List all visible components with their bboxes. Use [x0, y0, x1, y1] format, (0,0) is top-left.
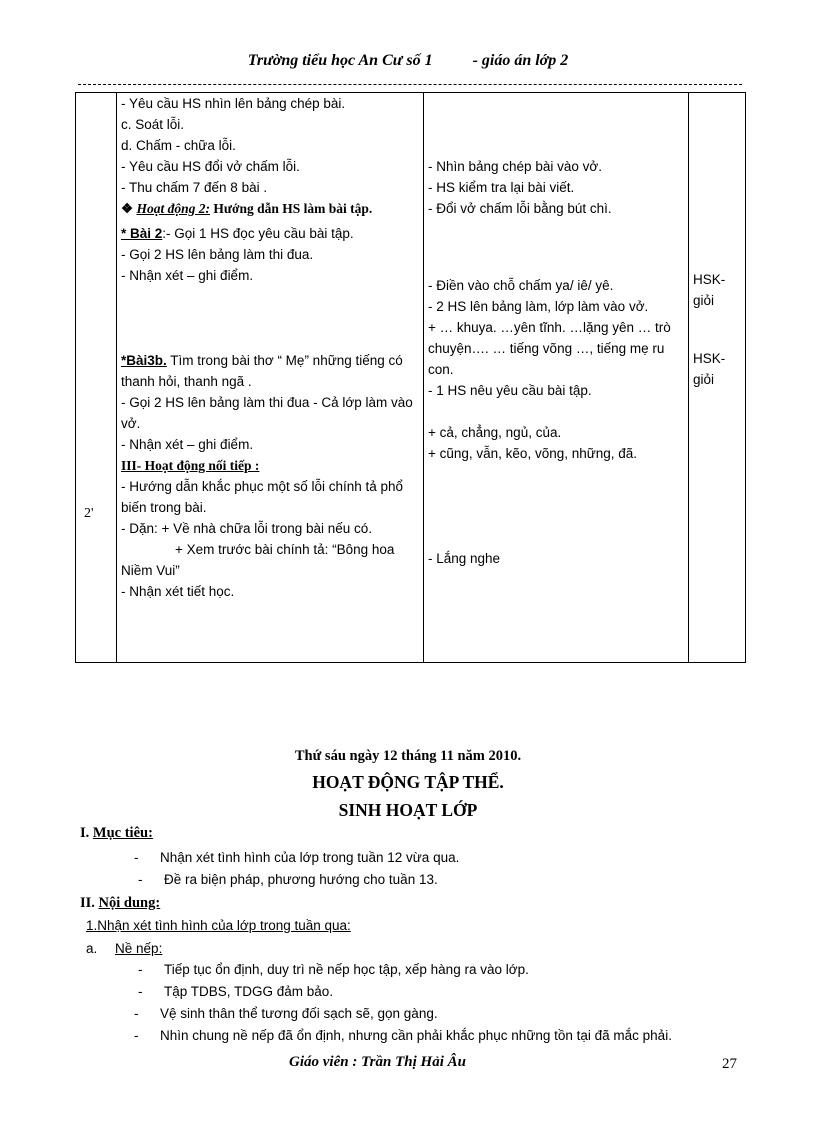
note-hsk-gioi: HSK-giỏi — [693, 351, 726, 387]
time-cell — [76, 93, 117, 663]
student-line: - Lắng nghe — [428, 551, 501, 566]
student-line: - Điền vào chỗ chấm ya/ iê/ yê. — [428, 278, 614, 293]
section-ii-label: II. — [80, 895, 95, 911]
routine-item: - Tiếp tục ổn định, duy trì nề nếp học tập, xếp hàng ra vào lớp. — [138, 962, 529, 977]
section-3-heading: III- Hoạt động nối tiếp : — [121, 458, 260, 473]
student-line: - 2 HS lên bảng làm, lớp làm vào vở. — [428, 299, 649, 314]
note-column — [689, 93, 746, 663]
exercise-3b-label: *Bài3b. — [121, 353, 167, 368]
objective-item: - Nhận xét tình hình của lớp trong tuần 12 vừa qua. — [134, 850, 460, 865]
teacher-line: - Yêu cầu HS nhìn lên bảng chép bài. — [121, 96, 346, 111]
student-line: - Nhìn bảng chép bài vào vở. — [428, 159, 602, 174]
note-hsk-gioi: HSK-giỏi — [693, 272, 726, 308]
date-line: Thứ sáu ngày 12 tháng 11 năm 2010. — [294, 748, 522, 764]
subsection-a-title: Nề nếp: — [115, 941, 163, 956]
page-title: HOẠT ĐỘNG TẬP THỂ. — [312, 772, 504, 792]
section-i-title: Mục tiêu: — [92, 825, 153, 841]
activity-2-label: Hoạt động 2: — [136, 201, 210, 216]
student-line: - Đổi vở chấm lỗi bằng bút chì. — [428, 201, 612, 216]
teacher-line: - Dặn: + Về nhà chữa lỗi trong bài nếu có. — [121, 521, 373, 536]
teacher-line: - Gọi 2 HS lên bảng làm thi đua - Cả lớp làm vào vở. — [121, 395, 413, 431]
section-i-heading — [80, 825, 153, 842]
header-divider — [78, 84, 742, 85]
teacher-line: - Nhận xét – ghi điểm. — [121, 437, 254, 452]
student-line: + … khuya. …yên tĩnh. …lặng yên … trò chuyện…. … tiếng võng …, tiếng mẹ ru con. — [428, 320, 671, 377]
student-column — [424, 93, 689, 663]
teacher-line: - Gọi 2 HS lên bảng làm thi đua. — [121, 247, 314, 262]
teacher-line: + Xem trước bài chính tả: “Bông hoa — [175, 542, 395, 557]
exercise-3b-text: Tìm trong bài thơ “ Mẹ” những tiếng có thanh hỏi, thanh ngã . — [121, 353, 403, 389]
routine-item: - Vệ sinh thân thể tương đối sạch sẽ, gọn gàng. — [134, 1006, 438, 1021]
subsection-a-heading — [86, 941, 162, 956]
routine-item: - Nhìn chung nề nếp đã ổn định, nhưng cần phải khắc phục những tồn tại đã mắc phải. — [134, 1028, 672, 1043]
diamond-bullet-icon: ❖ — [121, 201, 134, 216]
student-line: - 1 HS nêu yêu cầu bài tập. — [428, 383, 592, 398]
section-i-label: I. — [80, 825, 90, 841]
page-subtitle: SINH HOẠT LỚP — [338, 800, 478, 820]
exercise-3b-line — [117, 350, 423, 392]
page-header — [0, 52, 816, 70]
student-line: + cả, chẳng, ngủ, của. — [428, 425, 562, 440]
teacher-signature: Giáo viên : Trần Thị Hải Âu — [289, 1054, 466, 1070]
exercise-2-line — [117, 223, 423, 244]
lesson-table — [75, 92, 746, 663]
teacher-line: d. Chấm - chữa lỗi. — [121, 138, 236, 153]
routine-item: - Tập TDBS, TDGG đảm bảo. — [138, 984, 334, 999]
teacher-line: Niềm Vui” — [121, 563, 180, 578]
page-number: 27 — [722, 1056, 737, 1072]
student-line: + cũng, vẫn, kẽo, võng, những, đã. — [428, 446, 638, 461]
time-value: 2' — [84, 506, 94, 521]
teacher-line: - Yêu cầu HS đổi vở chấm lỗi. — [121, 159, 300, 174]
subsection-1-heading: 1.Nhận xét tình hình của lớp trong tuần qua: — [86, 918, 351, 933]
activity-2-heading — [117, 198, 423, 219]
teacher-column — [117, 93, 424, 663]
teacher-line: c. Soát lỗi. — [121, 117, 185, 132]
exercise-2-text: :- Gọi 1 HS đọc yêu cầu bài tập. — [162, 226, 354, 241]
student-line: - HS kiểm tra lại bài viết. — [428, 180, 575, 195]
subsection-a-label: a. — [86, 941, 98, 956]
objective-item: - Đề ra biện pháp, phương hướng cho tuần 13. — [138, 872, 438, 887]
header-grade: - giáo án lớp 2 — [472, 52, 569, 69]
exercise-2-label: * Bài 2 — [121, 226, 163, 241]
section-ii-title: Nội dung: — [98, 895, 161, 911]
teacher-line: - Nhận xét tiết học. — [121, 584, 235, 599]
header-school: Trường tiểu học An Cư số 1 — [247, 52, 433, 69]
section-ii-heading — [80, 895, 160, 912]
teacher-line: - Nhận xét – ghi điểm. — [121, 268, 254, 283]
teacher-line: - Thu chấm 7 đến 8 bài . — [121, 180, 268, 195]
activity-2-title: Hướng dẫn HS làm bài tập. — [213, 201, 373, 216]
teacher-line: - Hướng dẫn khắc phục một số lỗi chính tả phổ biến trong bài. — [121, 479, 404, 515]
